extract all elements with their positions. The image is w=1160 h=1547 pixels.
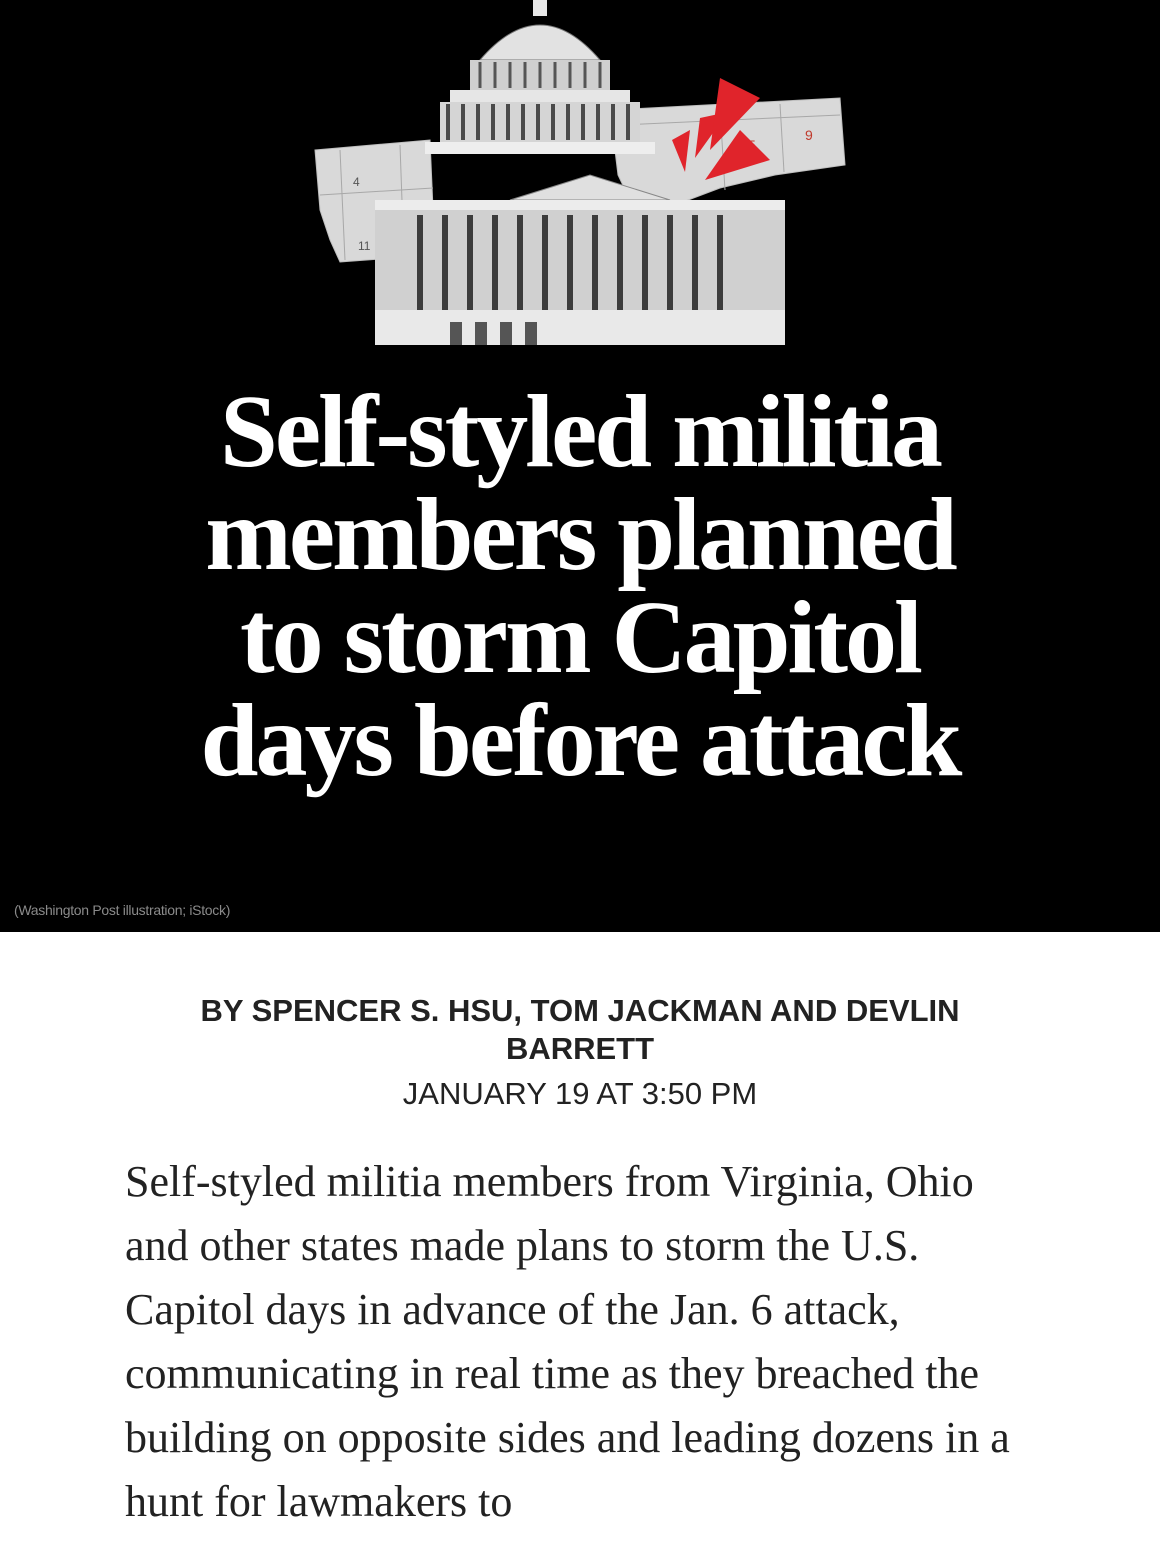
calendar-number: 11	[358, 239, 371, 253]
headline-line: days before attack	[200, 683, 960, 798]
headline-line: to storm Capitol	[240, 580, 920, 695]
image-credit: (Washington Post illustration; iStock)	[14, 902, 231, 918]
timestamp: JANUARY 19 AT 3:50 PM	[402, 1076, 758, 1111]
headline	[0, 374, 1160, 798]
calendar-number: 4	[353, 175, 360, 189]
headline-line: Self-styled militia	[219, 374, 940, 489]
article-lede: Self-styled militia members from Virginia, Ohio and other states made plans to storm the U.S. Capitol days in advance of the Jan. 6 attack, communicating in real time as they breached the building on opposite sides and leading dozens in a hunt for lawmakers to	[125, 1157, 1010, 1526]
headline-line: members planned	[205, 477, 955, 592]
byline[interactable]: BY SPENCER S. HSU, TOM JACKMAN AND DEVLIN BARRETT	[200, 993, 960, 1066]
article-meta	[0, 932, 1160, 1114]
calendar-number: 9	[805, 127, 813, 143]
capitol-illustration	[300, 0, 860, 350]
